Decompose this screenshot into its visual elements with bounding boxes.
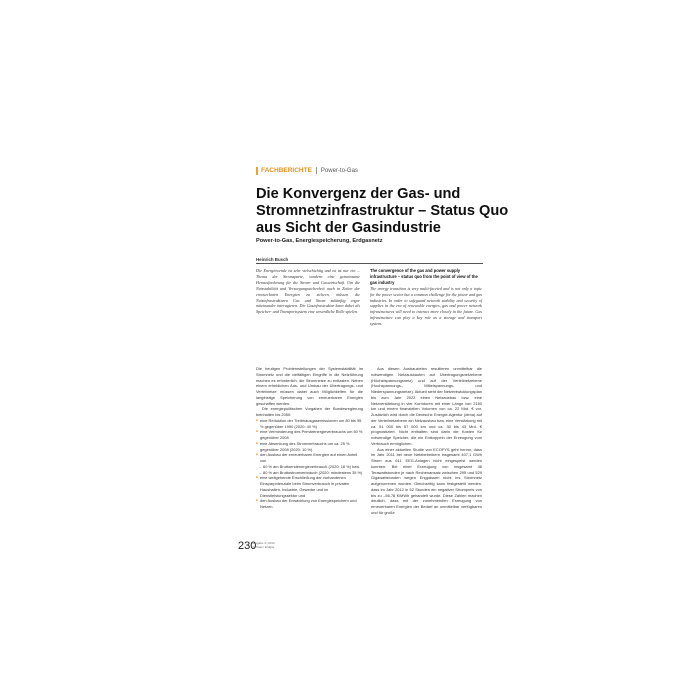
subsection-label: Power-to-Gas — [320, 168, 358, 174]
list-item: ■ eine weitgehende Erschließung der vorhandenen Einsparpotenziale beim Stromverbrauch in privaten Haushalten, Industrie, Gewerbe und im Dienstleistungssektor und — [256, 475, 363, 498]
body-column-left — [256, 366, 363, 510]
body-paragraph: Die energiepolitischen Vorgaben der Bundesregierung beinhalten bis 2050: — [256, 406, 363, 417]
abstract-german: Die Energiewende ist sehr vielschichtig und ist ist nur ein ... Thema der Stromsparte, sondern eine gemeinsame Herausforderung für die Strom- und Gaswirtschaft. Um die Netzstabilität und Versorgungssicherheit auch in Zeiten der erneuerbaren Energien zu sichern, müssen die Netzinfrastrukturen Gas und Strom zukünftig enger miteinander interagieren. Die Gasinfrastruktur kann dabei als Speicher- und Transportsystem eine wesentliche Rolle spielen. — [256, 268, 360, 315]
list-item: ■ eine Absenkung des Stromverbrauchs um ca. 25 % gegenüber 2008 (2020: 10 %) — [256, 441, 363, 453]
list-item: ■ den Ausbau der Entwicklung von Energiespeichern und Netzen. — [256, 498, 363, 510]
accent-bar — [256, 167, 258, 175]
body-paragraph: Aus diesen Ausbauzielen resultieren unmittelbar die notwendigen Netzausbauten auf Übertragungsnetzebene (Höchstspannungsnetz) und auf der Verteilnetzebene (Hochspannungs-, Mittelspannungs- und Niederspannungsnetze). Aktuell sieht der Netzentwicklungsplan bis zum Jahr 2022 einen Netzausbau bzw. eine Netzverstärkung in vier Korridoren mit einer Länge von 2150 km und einem finanziellen Volumen von ca. 22 Mrd. € vor. Zusätzlich wird durch die Deutsche Energie-Agentur (dena) auf der Verteilnetzebene ein Netzausbau bzw. eine Verstärkung mit ca. 51 000 bis 57 000 km und ca. 30 bis 43 Mrd. € prognostiziert. Nicht enthalten sind darin die Kosten für notwendige Speicher, die ein Entkoppeln der Erzeugung vom Verbrauch ermöglichen. — [371, 366, 482, 446]
list-item: ■ eine Verminderung des Primärenergieverbrauchs um 50 % gegenüber 2008 — [256, 429, 363, 441]
sub-list-item: – 60 % am Bruttoendenergieverbrauch (2020: 18 %) bzw. — [256, 464, 363, 470]
body-column-right — [371, 366, 482, 516]
list-item: ■ eine Reduktion der Treibhausgasemissionen um 80 bis 95 % gegenüber 1990 (2020: 40 %) — [256, 418, 363, 430]
page-number: 230 — [238, 540, 257, 552]
article-title: Die Konvergenz der Gas- und Stromnetzinfrastruktur – Status Quo aus Sicht der Gasindustrie — [256, 186, 509, 236]
sub-list-item: – 80 % am Bruttostromverbrauch (2020: mindestens 35 %) — [256, 470, 363, 476]
target-list — [256, 418, 363, 510]
journal-name: gwf Gas / Erdgas — [252, 545, 275, 549]
section-label: FACHBERICHTE — [261, 167, 312, 174]
abstract-english-text: The energy transition is very multi-faceted and is not only a topic for the power sector but a common challenge for the power and gas industries. In order to safeguard network stability and security of supplies in the era of renewable energies, gas and power network infrastructures will need to interact more closely in the future. Gas infrastructure can play a key role as a storage and transport system. — [370, 285, 482, 327]
journal-issue: Ausgabe 4 | 2013 — [252, 541, 275, 545]
journal-info — [252, 541, 275, 549]
article-keywords: Power-to-Gas, Energiespeicherung, Erdgasnetz — [256, 238, 383, 244]
list-item: ■ den Ausbau der erneuerbaren Energien auf einen Anteil von — [256, 452, 363, 464]
header-rule — [256, 263, 483, 264]
body-paragraph: Die heutigen Problemstellungen der Systemstabilität im Stromnetz und die vielfältigen Eingriffe in die Netzführung machen es erforderlich, die Stromnetze zu entlasten. Neben einem erheblichen Aus- und Umbau der Übertragungs- und Verteilnetze müssen dabei auch Möglichkeiten für die langfristige Speicherung von erneuerbaren Energien geschaffen werden. — [256, 366, 363, 406]
section-header — [256, 167, 358, 175]
article-author: Heinrich Busch — [256, 257, 289, 262]
body-paragraph: Aus einer aktuellen Studie von ECOFYS geht hervor, dass im Jahr 2011 bei neun Netzbetreibern insgesamt 407,1 GWh Strom aus 611 EEG-Anlagen nicht eingespeist werden konnten. Bei einer Erzeugung von insgesamt 46 Terawattstunden je nach Rechenansatz zwischen 295 und 529 Gigawattstunden wegen Engpässen nicht ins Stromnetz aufgenommen wurden. Gleichzeitig kann festgestellt werden, dass im Jahr 2012 in 52 Stunden ein negativer Strompreis von bis zu –56,78 €/MWh gehandelt wurde. Diese Zahlen machen deutlich, dass mit der zunehmenden Erzeugung von erneuerbaren Energien der Bedarf an unmittelbar verfügbaren und für große — [371, 446, 482, 515]
abstract-english — [370, 268, 482, 327]
abstract-english-title: The convergence of the gas and power supply infrastructure – status quo from the point of view of the gas industry — [370, 268, 478, 285]
section-divider — [316, 167, 317, 174]
